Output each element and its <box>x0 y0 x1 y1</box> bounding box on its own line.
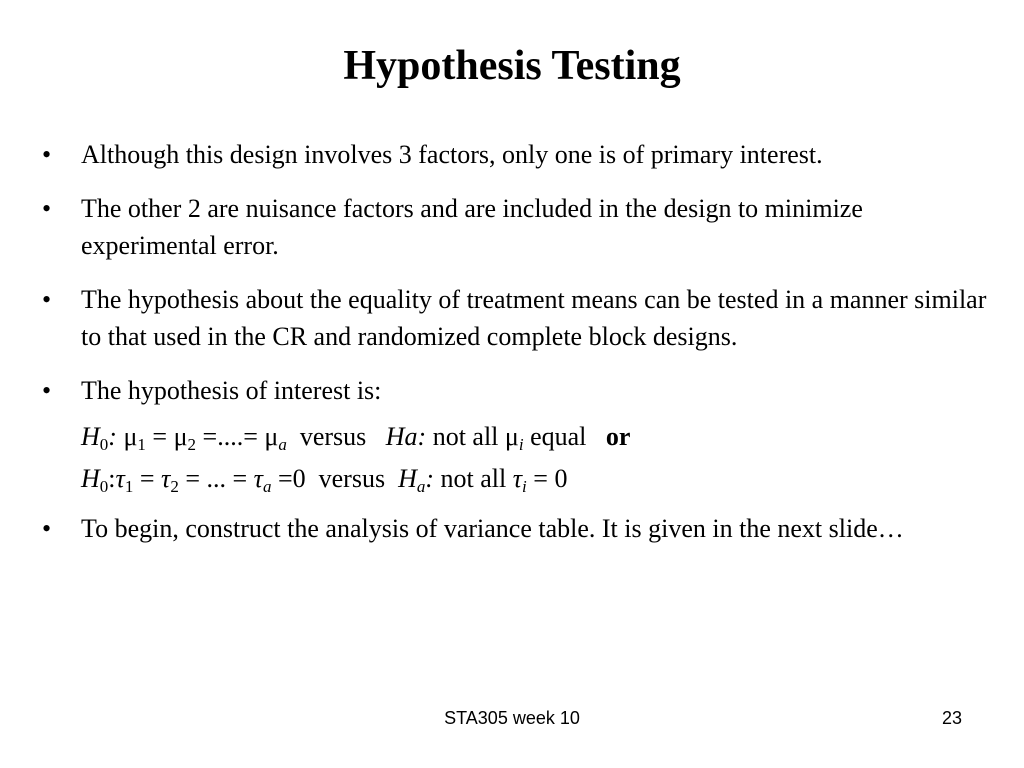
bullet-text: Although this design involves 3 factors, only one is of primary interest. <box>81 140 823 169</box>
bullet-item <box>40 281 990 355</box>
bullet-icon: • <box>42 376 52 405</box>
bullet-text: The other 2 are nuisance factors and are included in the design to minimize experimental error. <box>81 194 863 260</box>
bullet-item <box>40 190 990 264</box>
page-number: 23 <box>941 708 962 728</box>
bullet-icon: • <box>42 194 52 223</box>
bullet-item <box>40 136 990 173</box>
bullet-item <box>40 372 990 409</box>
bullet-text: The hypothesis of interest is: <box>81 376 382 405</box>
footer-course: STA305 week 10 <box>444 708 580 728</box>
bullet-text: The hypothesis about the equality of treatment means can be tested in a manner similar to that used in the CR and randomized complete block designs. <box>81 285 987 351</box>
slide-title: Hypothesis Testing <box>343 43 681 89</box>
bullet-icon: • <box>42 514 52 543</box>
bullet-list <box>40 136 990 564</box>
hypothesis-equation-tau: $H_0:\tau_1 = \tau_2$ = ... = $\tau_a =0$ versus $H_a$: not all $\tau_i = 0$ <box>81 464 568 496</box>
bullet-icon: • <box>42 285 52 314</box>
bullet-text: To begin, construct the analysis of variance table. It is given in the next slide… <box>81 514 904 543</box>
hypothesis-equation-mu: $H_0$: $\mu_1 = \mu_2$ =....= $\mu_a$ versus Ha: not all $\mu_i$ equal or <box>81 422 631 454</box>
bullet-item <box>40 510 990 547</box>
bullet-icon: • <box>42 140 52 169</box>
